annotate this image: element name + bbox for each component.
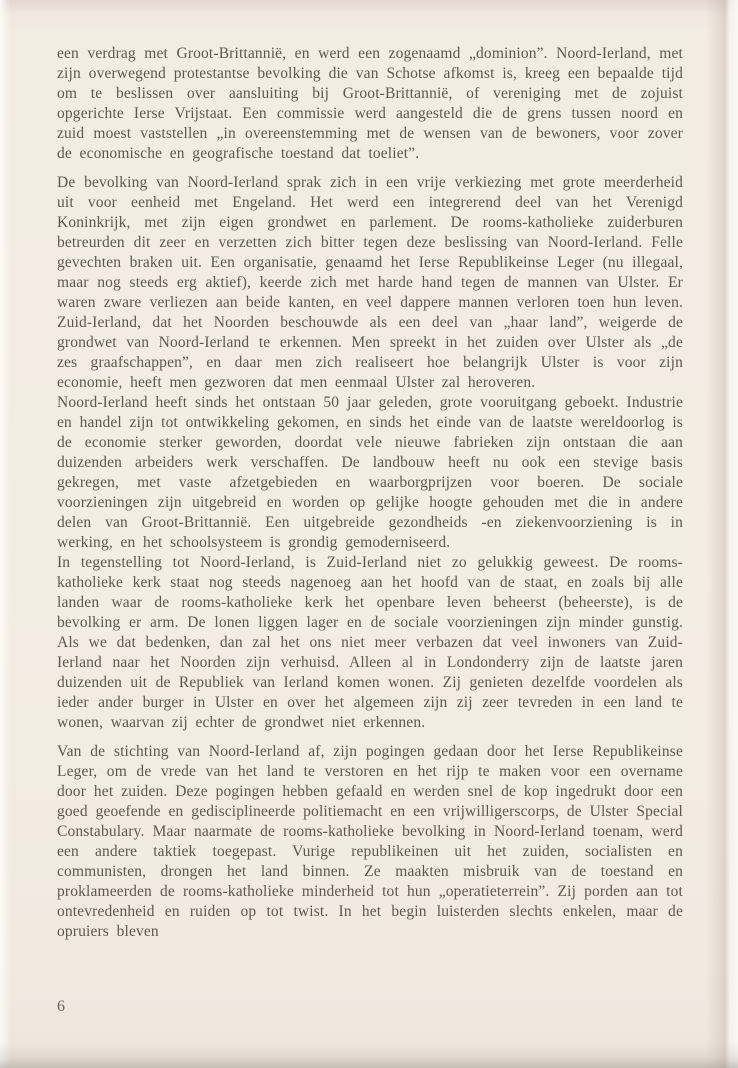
body-paragraph: De bevolking van Noord-Ierland sprak zich in een vrije verkiezing met grote meerderheid uit voor eenheid met Engeland. Het werd een integrerend deel van het Verenigd Koninkrijk, met zijn eigen grondwet en parlement. De rooms-katholieke zuiderburen betreurden dit zeer en verzetten zich bitter tegen deze beslissing van Noord-Ierland. Felle gevechten braken uit. Een organisatie, genaamd het Ierse Republikeinse Leger (nu illegaal, maar nog steeds erg aktief), keerde zich met harde hand tegen de mannen van Ulster. Er waren zware verliezen aan beide kanten, en veel dappere mannen verloren toen hun leven. Zuid-Ierland, dat het Noorden beschouwde als een deel van „haar land”, weigerde de grondwet van Noord-Ierland te erkennen. Men spreekt in het zuiden over Ulster als „de zes graafschappen”, en daar men zich realiseert hoe belangrijk Ulster is voor zijn economie, heeft men gezworen dat men eenmaal Ulster zal heroveren. [57,174,683,391]
page-body-text [57,44,683,942]
page-left-edge-highlight [0,0,10,1068]
body-paragraph: In tegenstelling tot Noord-Ierland, is Zuid-Ierland niet zo gelukkig geweest. De rooms-katholieke kerk staat nog steeds nagenoeg aan het hoofd van de staat, en zoals bij alle landen waar de rooms-katholieke kerk het openbare leven beheerst (beheerste), is de bevolking er arm. De lonen liggen lager en de sociale voorzieningen zijn minder gunstig. Als we dat bedenken, dan zal het ons niet meer verbazen dat veel inwoners van Zuid-Ierland naar het Noorden zijn verhuisd. Alleen al in Londonderry zijn de laatste jaren duizenden uit de Republiek van Ierland komen wonen. Zij genieten dezelfde voordelen als ieder ander burger in Ulster en over het algemeen zijn zij zeer tevreden in een land te wonen, waarvan zij echter de grondwet niet erkennen. [57,554,683,731]
page-top-edge-shadow [0,0,738,14]
page-bottom-edge-shadow [0,1042,738,1068]
page-right-edge-shadow [706,0,738,1068]
body-paragraph: een verdrag met Groot-Brittannië, en werd een zogenaamd „dominion”. Noord-Ierland, met zijn overwegend protestantse bevolking die van Schotse afkomst is, kreeg een bepaalde tijd om te beslissen over aansluiting bij Groot-Brittannië, of vereniging met de zojuist opgerichte Ierse Vrijstaat. Een commissie werd aangesteld die de grens tussen noord en zuid moest vaststellen „in overeenstemming met de wensen van de bewoners, voor zover de economische en geografische toestand dat toeliet”. [57,45,683,162]
body-paragraph: Noord-Ierland heeft sinds het ontstaan 50 jaar geleden, grote vooruitgang geboekt. Industrie en handel zijn tot ontwikkeling gekomen, en sinds het einde van de laatste wereldoorlog is de economie sterker geworden, doordat vele nieuwe fabrieken zijn ontstaan die aan duizenden arbeiders werk verschaffen. De landbouw heeft nu ook een stevige basis gekregen, met vaste afzetgebieden en waarborgprijzen voor boeren. De sociale voorzieningen zijn uitgebreid en worden op gelijke hoogte gehouden met die in andere delen van Groot-Brittannië. Een uitgebreide gezondheids -en ziekenvoorziening is in werking, en het schoolsysteem is grondig gemoderniseerd. [57,394,683,551]
page-number: 6 [57,998,65,1015]
body-paragraph: Van de stichting van Noord-Ierland af, zijn pogingen gedaan door het Ierse Republikeinse Leger, om de vrede van het land te verstoren en het rijp te maken voor een overname door het zuiden. Deze pogingen hebben gefaald en werden snel de kop ingedrukt door een goed geoefende en gedisciplineerde politiemacht en een vrijwilligerscorps, de Ulster Special Constabulary. Maar naarmate de rooms-katholieke bevolking in Noord-Ierland toenam, werd een andere taktiek toegepast. Vurige republikeinen uit het zuiden, socialisten en communisten, drongen het land binnen. Ze maakten misbruik van de toestand en proklameerden de rooms-katholieke minderheid tot hun „operatieterrein”. Zij porden aan tot ontevredenheid en ruiden op tot twist. In het begin luisterden slechts enkelen, maar de opruiers bleven [57,743,683,940]
